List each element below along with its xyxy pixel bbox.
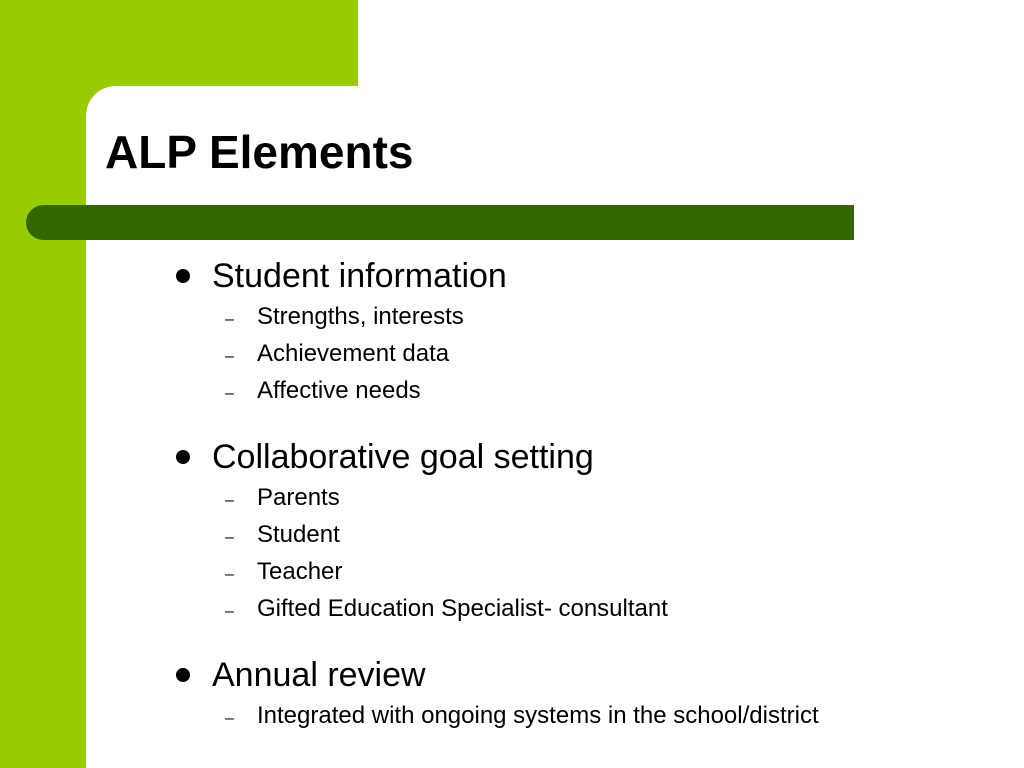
dash-icon: – — [225, 603, 234, 620]
sub-bullet-item — [170, 592, 990, 629]
dash-icon: – — [225, 529, 234, 546]
bullet-group — [170, 433, 990, 629]
bullet-item — [170, 651, 990, 699]
dash-icon: – — [225, 311, 234, 328]
sub-bullet-text: Student — [257, 521, 340, 548]
sub-bullet-text: Affective needs — [257, 377, 421, 404]
dash-icon: – — [225, 348, 234, 365]
bullet-dot-icon — [176, 450, 190, 464]
sub-bullet-text: Parents — [257, 484, 340, 511]
sub-bullet-text: Achievement data — [257, 340, 450, 367]
sub-bullet-text: Gifted Education Specialist- consultant — [257, 595, 668, 622]
dash-icon: – — [225, 710, 234, 727]
sub-bullet-item — [170, 699, 990, 736]
title-underline-bar — [26, 205, 854, 240]
bullet-text: Student information — [212, 257, 507, 295]
bullet-list — [170, 252, 990, 758]
sub-bullet-item — [170, 518, 990, 555]
sub-bullet-item — [170, 300, 990, 337]
sub-bullet-text: Integrated with ongoing systems in the school/district — [257, 702, 819, 729]
bullet-item — [170, 252, 990, 300]
sub-bullet-item — [170, 481, 990, 518]
bullet-item — [170, 433, 990, 481]
bullet-dot-icon — [176, 668, 190, 682]
bullet-text: Annual review — [212, 656, 426, 694]
sub-bullet-item — [170, 374, 990, 411]
bullet-group — [170, 651, 990, 736]
dash-icon: – — [225, 566, 234, 583]
sub-bullet-text: Strengths, interests — [257, 303, 464, 330]
sub-bullet-item — [170, 555, 990, 592]
bullet-dot-icon — [176, 269, 190, 283]
dash-icon: – — [225, 492, 234, 509]
bullet-group — [170, 252, 990, 411]
slide-title: ALP Elements — [105, 126, 414, 178]
sub-bullet-item — [170, 337, 990, 374]
bullet-text: Collaborative goal setting — [212, 438, 594, 476]
decorative-white-area — [358, 0, 1024, 86]
sub-bullet-text: Teacher — [257, 558, 343, 585]
dash-icon: – — [225, 385, 234, 402]
